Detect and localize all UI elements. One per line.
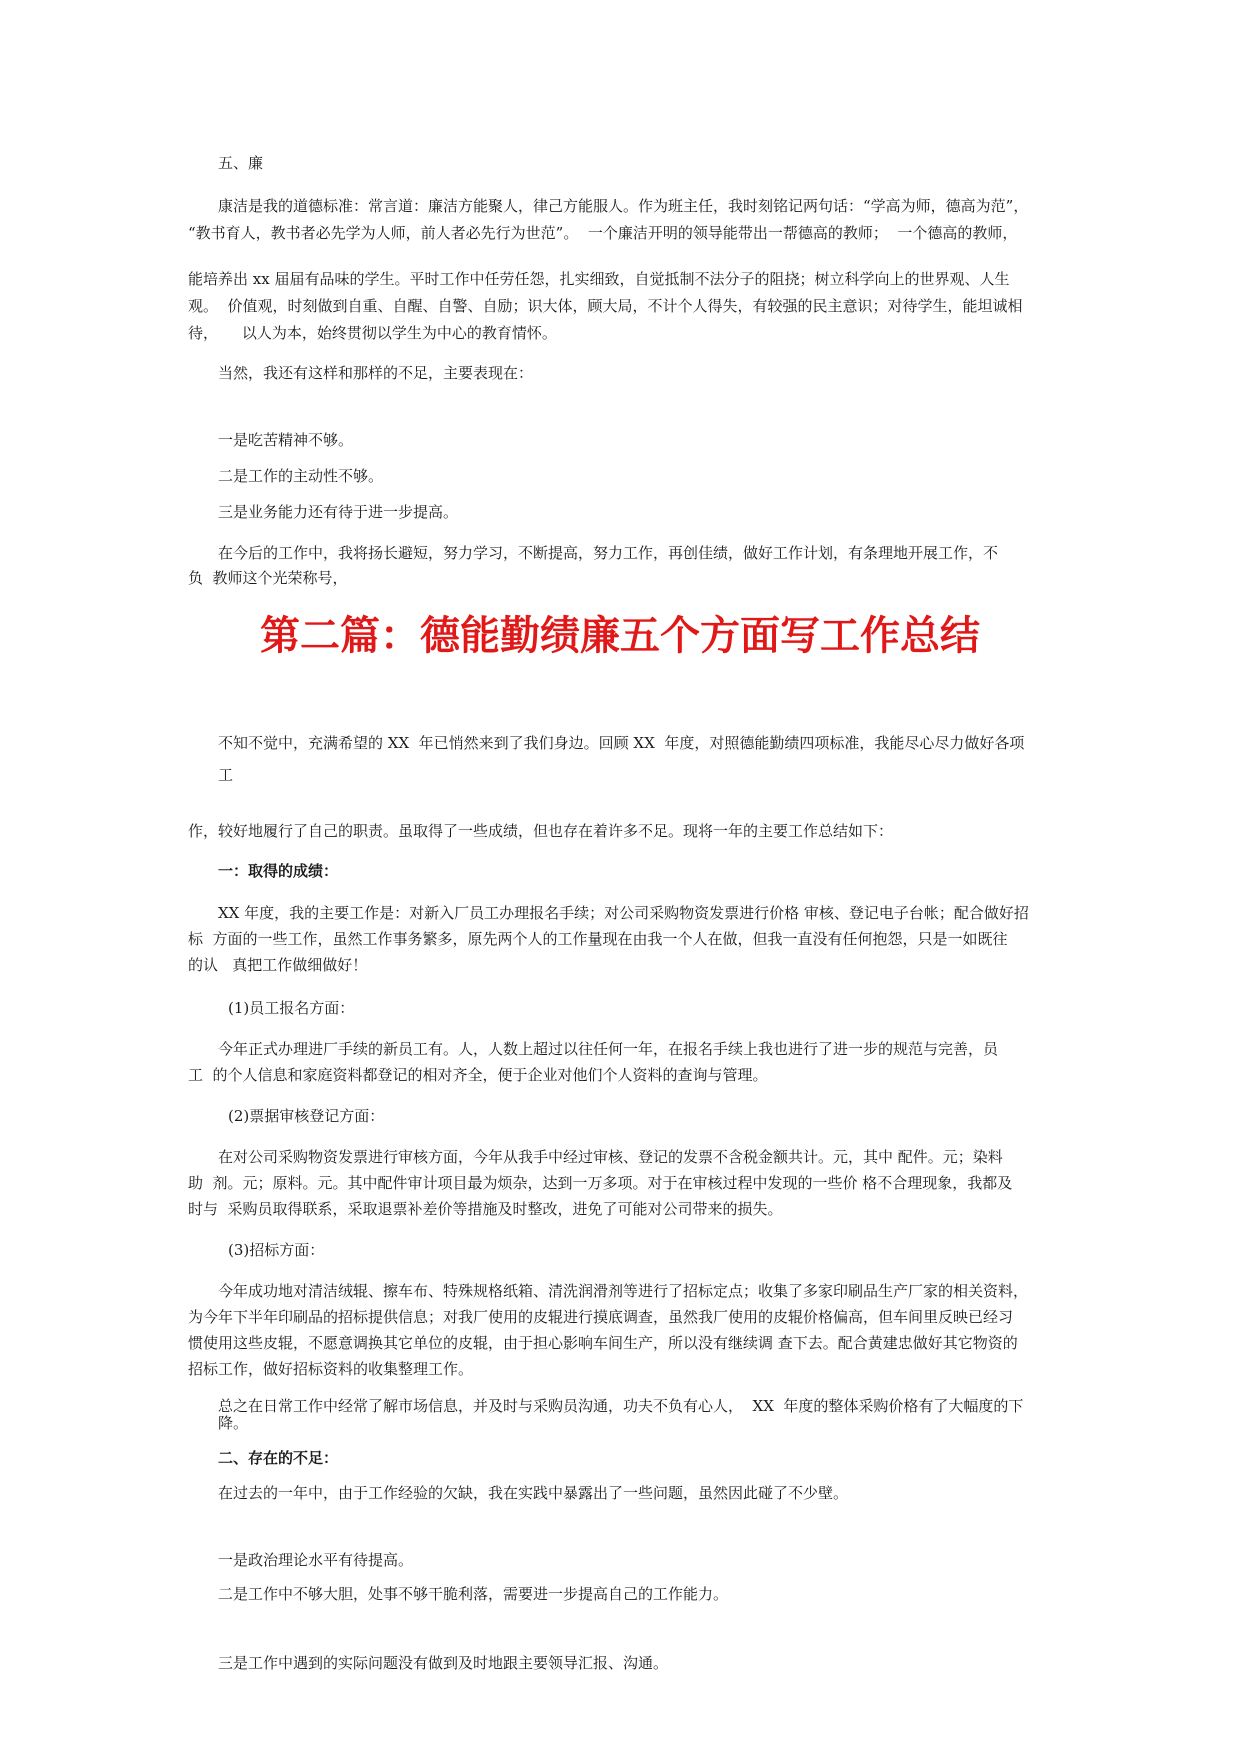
- paragraph-line: “教书育人，教书者必先学为人师，前人者必先行为世范”。 一个廉洁开明的领导能带出一帮德高的教师； 一个德高的教师，: [188, 224, 1018, 242]
- paragraph-line: 在过去的一年中，由于工作经验的欠缺，我在实践中暴露出了一些问题，虽然因此碰了不少壁。: [218, 1484, 849, 1502]
- paragraph-line: 降。: [218, 1414, 249, 1432]
- paragraph-line: 为今年下半年印刷品的招标提供信息；对我厂使用的皮辊进行摸底调查，虽然我厂使用的皮辊价格偏高，但车间里反映已经习: [188, 1308, 1014, 1326]
- paragraph-line: 康洁是我的道德标准：常言道：廉洁方能聚人，律己方能服人。作为班主任，我时刻铭记两句话：“学高为师，德高为范”，: [218, 197, 1029, 215]
- paragraph-line: 招标工作，做好招标资料的收集整理工作。: [188, 1360, 474, 1378]
- paragraph-line: 的认 真把工作做细做好！: [188, 956, 368, 974]
- paragraph-line: 观。 价值观，时刻做到自重、自醒、自警、自励；识大体，顾大局，不计个人得失，有较强的民主意识；对待学生，能坦诚相: [188, 297, 1023, 315]
- list-item: 一是吃苦精神不够。: [218, 431, 354, 449]
- paragraph-line: 负 教师这个光荣称号，: [188, 569, 348, 587]
- section-heading-lian: 五、廉: [218, 154, 264, 172]
- paragraph-line: 总之在日常工作中经常了解市场信息，并及时与采购员沟通，功夫不负有心人， XX 年度的整体采购价格有了大幅度的下: [218, 1397, 1024, 1415]
- paragraph-line: 能培养出 xx 届届有品味的学生。平时工作中任劳任怨，扎实细致，自觉抵制不法分子的阻挠；树立科学向上的世界观、人生: [188, 270, 1010, 288]
- paragraph-line: 不知不觉中，充满希望的 XX 年已悄然来到了我们身边。回顾 XX 年度，对照德能勤绩四项标准，我能尽心尽力做好各项: [218, 734, 1025, 752]
- article-title: 第二篇：德能勤绩廉五个方面写工作总结: [260, 613, 980, 659]
- paragraph-line: 今年正式办理进厂手续的新员工有。人，人数上超过以往任何一年，在报名手续上我也进行了进一步的规范与完善，员: [218, 1040, 999, 1058]
- list-item: 一是政治理论水平有待提高。: [218, 1551, 414, 1569]
- paragraph-line: 工: [218, 766, 234, 784]
- paragraph-line: XX 年度，我的主要工作是：对新入厂员工办理报名手续；对公司采购物资发票进行价格 审核、登记电子台帐；配合做好招: [218, 904, 1029, 922]
- subsection-heading: (2)票据审核登记方面：: [228, 1107, 385, 1125]
- subsection-heading: (3)招标方面：: [228, 1241, 325, 1259]
- list-item: 三是业务能力还有待于进一步提高。: [218, 503, 459, 521]
- paragraph-line: 待， 以人为本，始终贯彻以学生为中心的教育情怀。: [188, 324, 557, 342]
- paragraph-line: 在对公司采购物资发票进行审核方面，今年从我手中经过审核、登记的发票不含税金额共计。元，其中 配件。元；染料: [218, 1148, 1003, 1166]
- paragraph-line: 工 的个人信息和家庭资料都登记的相对齐全，便于企业对他们个人资料的查询与管理。: [188, 1066, 768, 1084]
- list-item: 三是工作中遇到的实际问题没有做到及时地跟主要领导汇报、沟通。: [218, 1654, 669, 1672]
- paragraph-line: 当然，我还有这样和那样的不足，主要表现在：: [218, 364, 534, 382]
- paragraph-line: 今年成功地对清洁绒辊、擦车布、特殊规格纸箱、清洗润滑剂等进行了招标定点；收集了多家印刷品生产厂家的相关资料，: [218, 1282, 1029, 1300]
- paragraph-line: 惯使用这些皮辊，不愿意调换其它单位的皮辊，由于担心影响车间生产，所以没有继续调 查下去。配合黄建忠做好其它物资的: [188, 1334, 1018, 1352]
- section-heading-achievements: 一：取得的成绩：: [218, 862, 339, 880]
- paragraph-line: 作，较好地履行了自己的职责。虽取得了一些成绩，但也存在着许多不足。现将一年的主要工作总结如下：: [188, 822, 894, 840]
- paragraph-line: 标 方面的一些工作，虽然工作事务繁多，原先两个人的工作量现在由我一个人在做，但我一直没有任何抱怨，只是一如既往: [188, 930, 1008, 948]
- section-heading-deficiency: 二、存在的不足：: [218, 1449, 339, 1467]
- paragraph-line: 助 剂。元；原料。元。其中配件审计项目最为烦杂，达到一万多项。对于在审核过程中发现的一些价 格不合理现象，我都及: [188, 1174, 1013, 1192]
- list-item: 二是工作中不够大胆，处事不够干脆利落，需要进一步提高自己的工作能力。: [218, 1585, 729, 1603]
- subsection-heading: (1)员工报名方面：: [228, 999, 355, 1017]
- paragraph-line: 时与 采购员取得联系，采取退票补差价等措施及时整改，进免了可能对公司带来的损失。: [188, 1200, 783, 1218]
- list-item: 二是工作的主动性不够。: [218, 467, 384, 485]
- paragraph-line: 在今后的工作中，我将扬长避短，努力学习，不断提高，努力工作，再创佳绩，做好工作计划，有条理地开展工作，不: [218, 544, 999, 562]
